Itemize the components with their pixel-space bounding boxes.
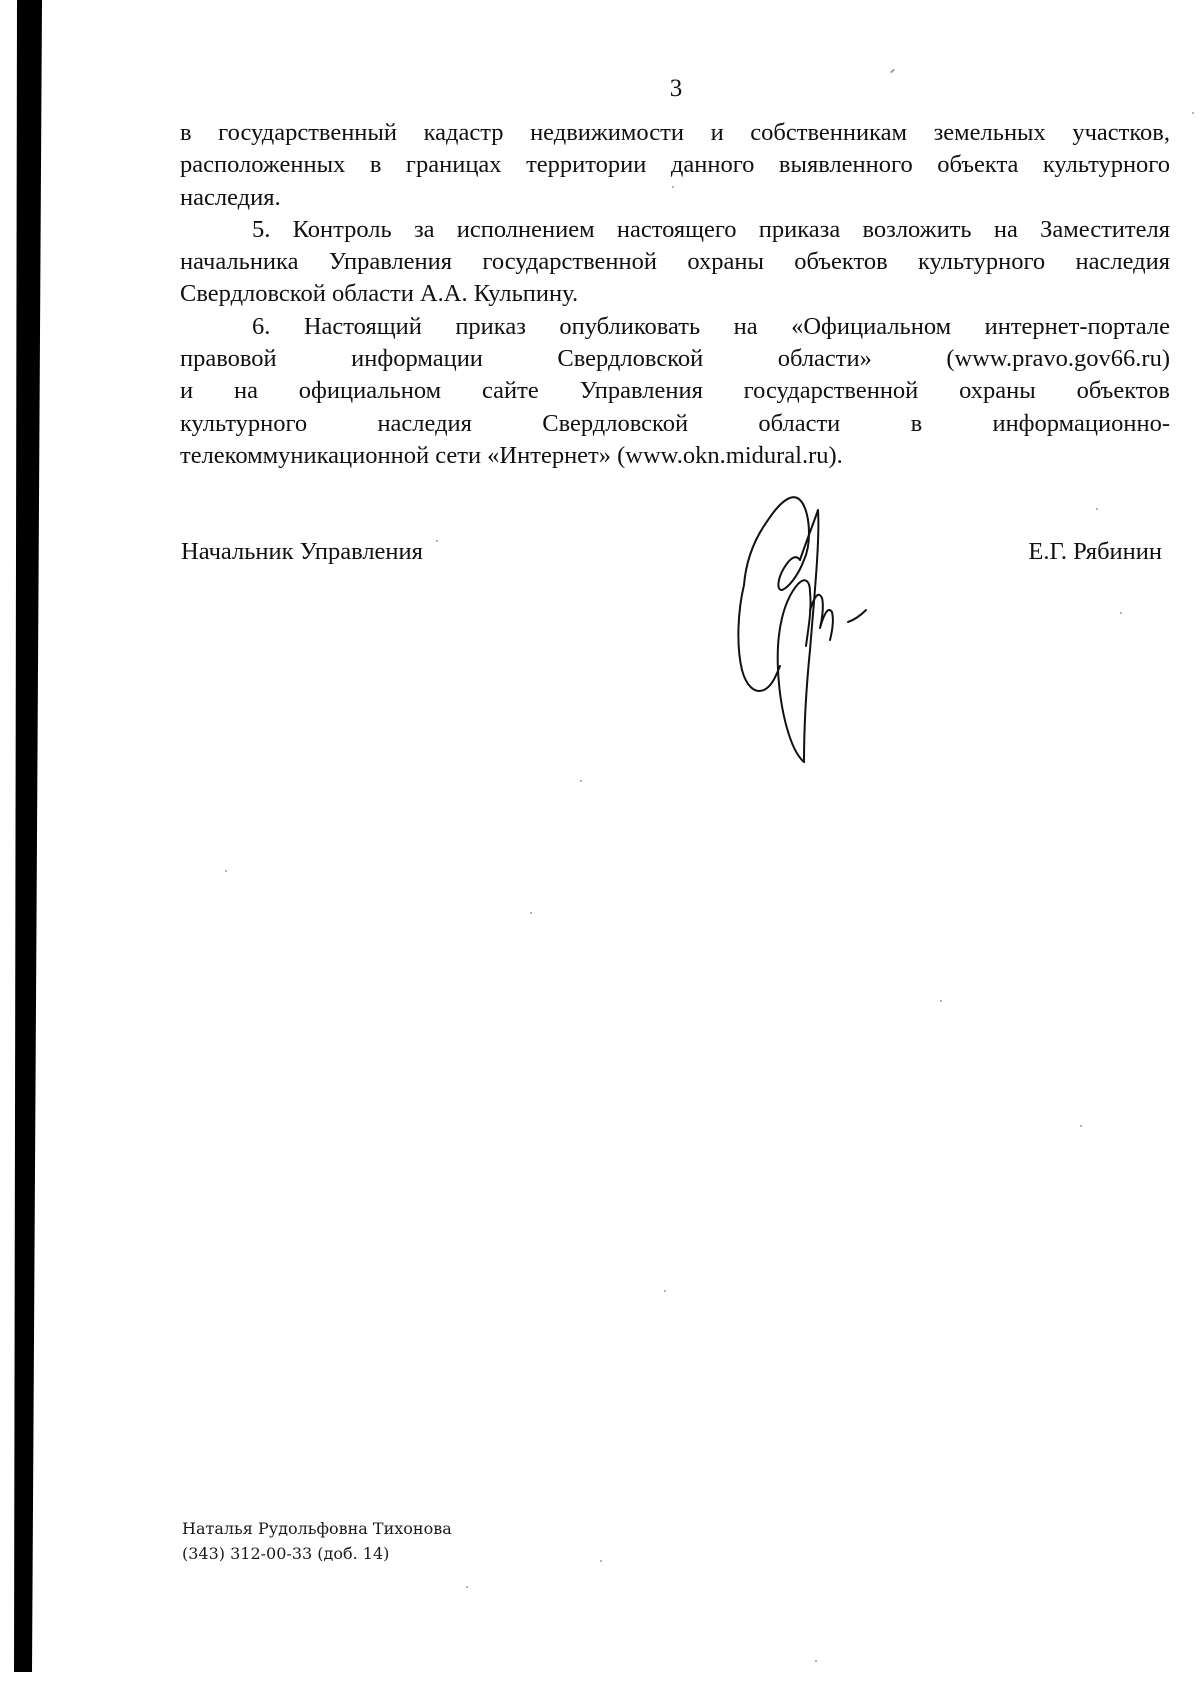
scan-speck bbox=[815, 1660, 817, 1662]
text-line: и на официальном сайте Управления государственной охраны объектов bbox=[180, 377, 1170, 405]
executor-info bbox=[182, 1516, 452, 1566]
text-line: Свердловской области А.А. Кульпину. bbox=[180, 280, 579, 308]
scan-edge-shadow bbox=[14, 0, 42, 1672]
scan-speck bbox=[436, 540, 438, 542]
scan-speck bbox=[580, 780, 582, 782]
text-line: начальника Управления государственной охраны объектов культурного наследия bbox=[180, 248, 1170, 276]
signatory-name: Е.Г. Рябинин bbox=[1028, 538, 1162, 565]
scan-speck bbox=[664, 1290, 666, 1292]
scan-speck bbox=[890, 69, 895, 74]
text-line: правовой информации Свердловской области» (www.pravo.gov66.ru) bbox=[180, 345, 1170, 373]
scan-speck bbox=[940, 1000, 942, 1002]
scan-speck bbox=[466, 1586, 468, 1588]
executor-name: Наталья Рудольфовна Тихонова bbox=[182, 1519, 452, 1538]
scan-speck bbox=[225, 870, 227, 872]
text-line: в государственный кадастр недвижимости и собственникам земельных участков, bbox=[180, 119, 1170, 146]
handwritten-signature-icon bbox=[680, 480, 900, 770]
paragraph-item-5 bbox=[180, 214, 1170, 311]
position-title: Начальник Управления bbox=[181, 538, 423, 565]
document-body bbox=[180, 117, 1170, 472]
scan-speck bbox=[1192, 112, 1194, 114]
paragraph-item-6 bbox=[180, 311, 1170, 472]
scan-speck bbox=[1080, 1125, 1082, 1127]
text-line: расположенных в границах территории данного выявленного объекта культурного bbox=[180, 151, 1170, 179]
scan-speck bbox=[600, 1560, 602, 1562]
text-line: 6. Настоящий приказ опубликовать на «Официальном интернет-портале bbox=[252, 312, 1170, 340]
paragraph-continuation bbox=[180, 117, 1170, 214]
text-line: телекоммуникационной сети «Интернет» (www.okn.midural.ru). bbox=[180, 441, 843, 469]
executor-phone: (343) 312-00-33 (доб. 14) bbox=[182, 1544, 390, 1563]
scan-speck bbox=[1120, 612, 1122, 614]
page-number: 3 bbox=[669, 75, 683, 102]
scan-speck bbox=[1096, 508, 1098, 510]
scan-speck bbox=[672, 186, 674, 188]
text-line: наследия. bbox=[180, 183, 281, 211]
scan-speck bbox=[530, 912, 532, 914]
text-line: культурного наследия Свердловской области в информационно- bbox=[180, 409, 1170, 437]
text-line: 5. Контроль за исполнением настоящего приказа возложить на Заместителя bbox=[252, 215, 1170, 243]
